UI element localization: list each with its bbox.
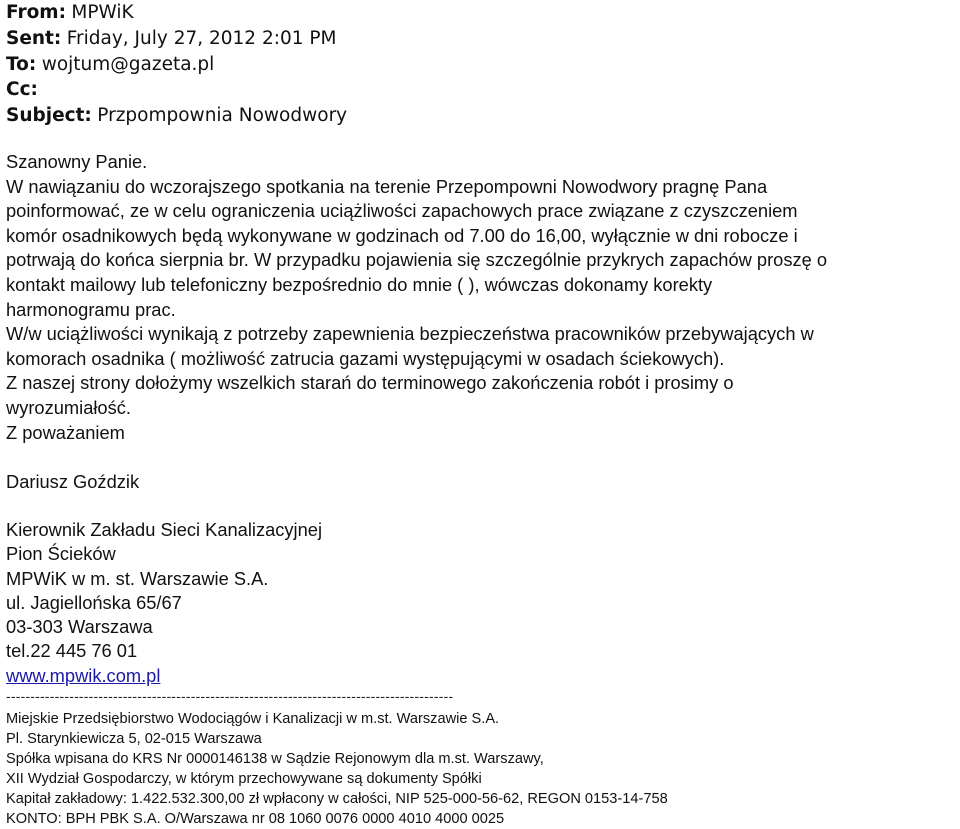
from-label: From: [6,2,66,23]
body-line: Z naszej strony dołożymy wszelkich starań do terminowego zakończenia robót i prosimy o [6,372,734,394]
signature-phone: tel.22 445 76 01 [6,640,138,662]
body-line: komorach osadnika ( możliwość zatrucia gazami występującymi w osadach ściekowych). [6,347,725,369]
body-line: W/w uciążliwości wynikają z potrzeby zapewnienia bezpieczeństwa pracowników przebywających w [6,323,814,345]
subject-value: Przpompownia Nowodwory [97,105,348,127]
cc-label: Cc: [6,79,38,101]
to-row [6,52,347,78]
footer-line: Miejskie Przedsiębiorstwo Wodociągów i Kanalizacji w m.st. Warszawie S.A. [6,711,500,727]
sent-row [6,26,347,52]
footer-line: KONTO: BPH PBK S.A. O/Warszawa nr 08 1060 0076 0000 4010 4000 0025 [6,811,505,827]
signature-street: ul. Jagiellońska 65/67 [6,591,182,613]
to-label: To: [6,53,37,75]
body-line: potrwają do końca sierpnia br. W przypadku pojawienia się szczególnie przykrych zapachów proszę o [6,249,828,271]
signature-city: 03-303 Warszawa [6,616,153,638]
sent-value: Friday, July 27, 2012 2:01 PM [66,27,337,49]
body-line: komór osadnikowych będą wykonywane w godzinach od 7.00 do 16,00, wyłącznie w dni robocze i [6,224,798,246]
sent-label: Sent: [6,27,62,49]
signature-name: Dariusz Goździk [6,471,140,492]
from-value: MPWiK [71,2,134,23]
footer-line: Kapitał zakładowy: 1.422.532.300,00 zł wpłacony w całości, NIP 525-000-56-62, REGON 0153-14-758 [6,791,668,807]
signature-company: MPWiK w m. st. Warszawie S.A. [6,567,269,589]
signature-title: Kierownik Zakładu Sieci Kanalizacyjnej [6,519,323,540]
body-line: kontakt mailowy lub telefoniczny bezpośrednio do mnie ( ), wówczas dokonamy korekty [6,273,713,295]
footer-line: Pl. Starynkiewicza 5, 02-015 Warszawa [6,731,262,747]
email-headers [6,0,347,129]
body-line: harmonogramu prac. [6,298,176,320]
signature-department: Pion Ścieków [6,543,116,565]
footer-line: Spółka wpisana do KRS Nr 0000146138 w Sądzie Rejonowym dla m.st. Warszawy, [6,751,544,767]
website-link[interactable]: www.mpwik.com.pl [6,664,161,686]
signature-name-block [6,470,956,494]
body-line: wyrozumiałość. [6,396,131,418]
to-value[interactable]: wojtum@gazeta.pl [41,53,215,75]
subject-row [6,103,347,129]
body-line: Z poważaniem [6,421,125,443]
body-line: Szanowny Panie. [6,151,148,172]
signature-block [6,518,956,688]
email-body [6,150,956,445]
separator-line: -------------------------------------------------------------------------------------------- [6,688,454,704]
body-line: poinformować, ze w celu ograniczenia uciążliwości zapachowych prace związane z czyszczeniem [6,200,798,222]
cc-row [6,77,347,103]
from-row [6,0,347,26]
footer-line: XII Wydział Gospodarczy, w którym przechowywane są dokumenty Spółki [6,771,482,787]
body-line: W nawiązaniu do wczorajszego spotkania na terenie Przepompowni Nowodwory pragnę Pana [6,175,768,197]
subject-label: Subject: [6,105,92,127]
legal-footer [6,709,668,829]
